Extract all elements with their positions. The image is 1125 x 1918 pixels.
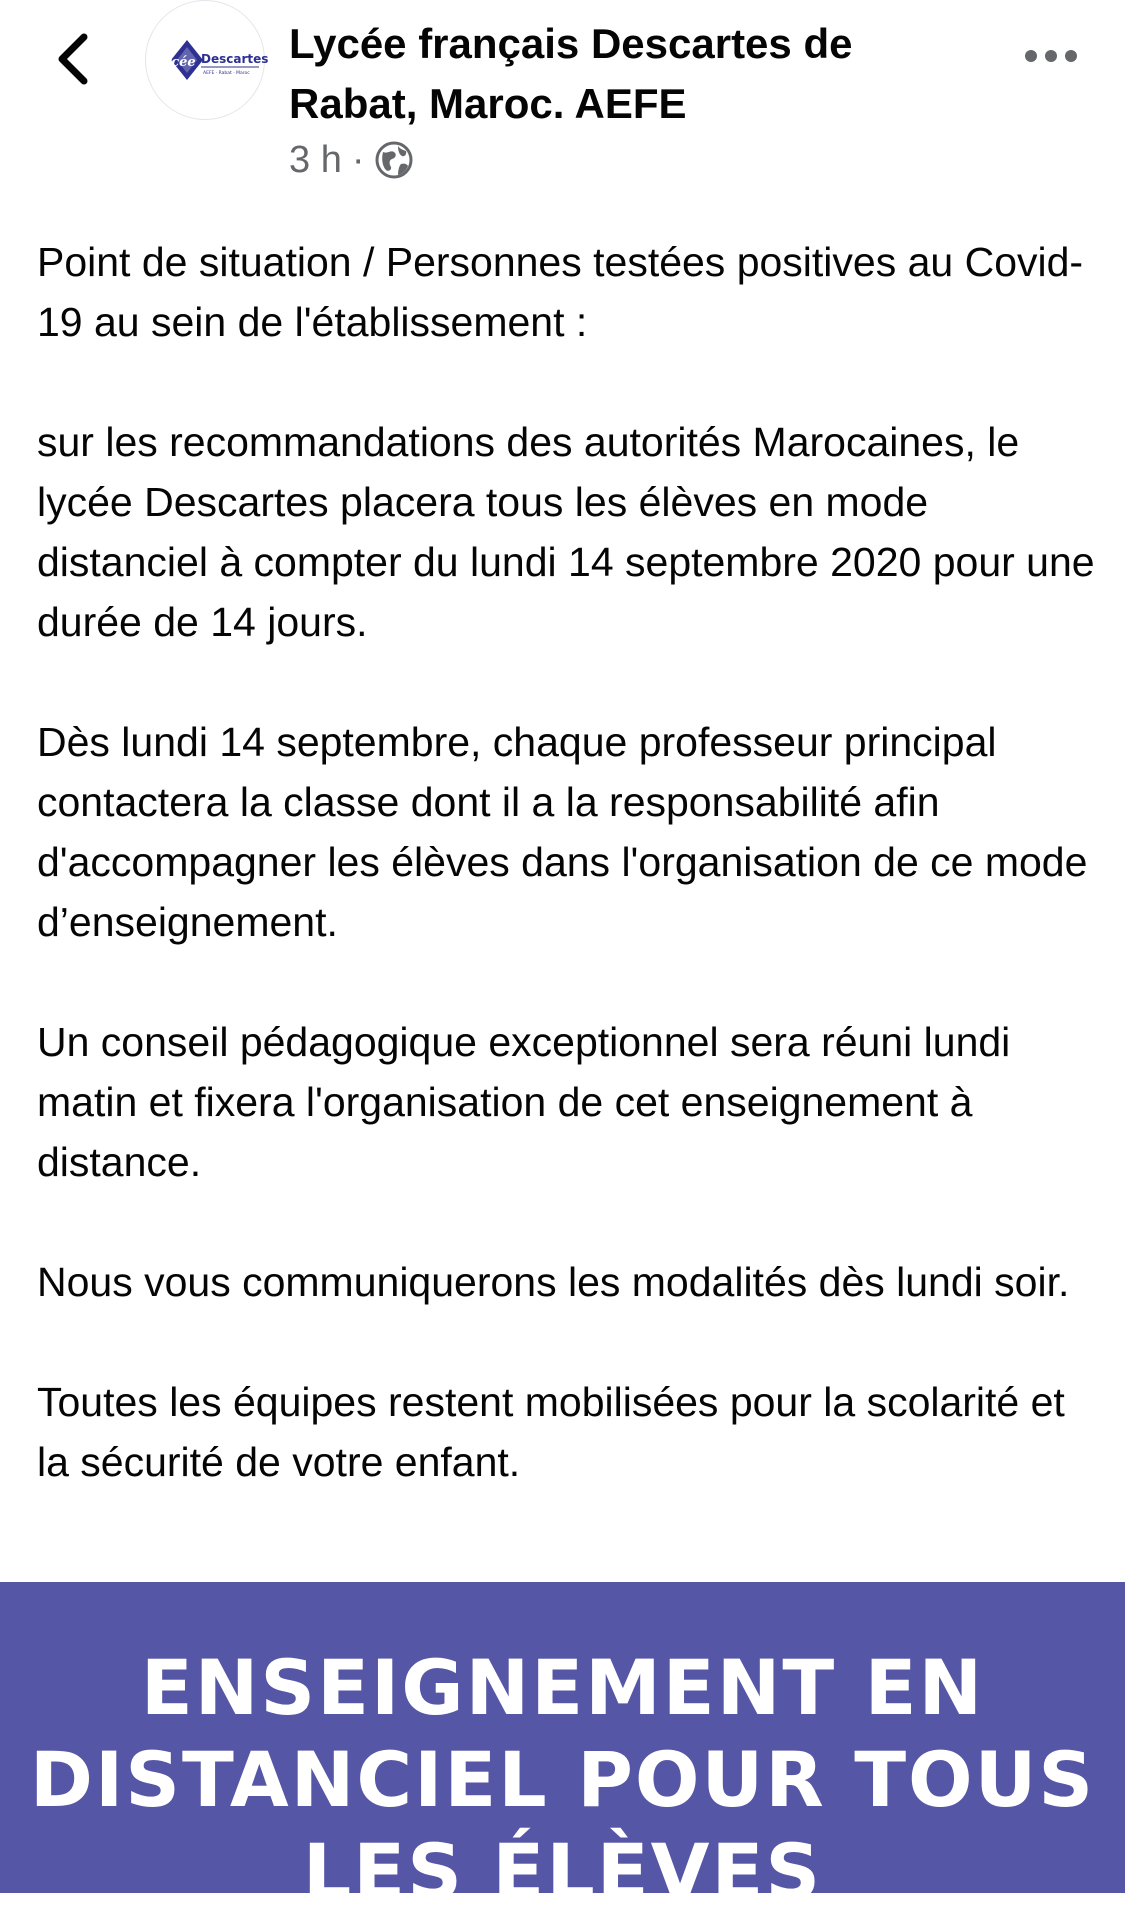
back-button[interactable] <box>40 24 104 94</box>
page-avatar[interactable] <box>145 0 269 120</box>
meta-separator: · <box>351 138 365 181</box>
logo-text-right: Descartes <box>201 52 269 66</box>
banner-line-3: LES ÉLÈVES <box>302 1827 823 1916</box>
post-text <box>37 232 1097 1552</box>
logo-subtext: AEFE · Rabat · Maroc <box>203 71 250 76</box>
post-paragraph: Un conseil pédagogique exceptionnel sera réuni lundi matin et fixera l'organisation de cet enseignement à distance. <box>37 1019 1011 1185</box>
chevron-left-icon <box>52 31 92 87</box>
page-name-line-2[interactable]: Rabat, Maroc. AEFE <box>289 80 687 127</box>
post-paragraph: Dès lundi 14 septembre, chaque professeur principal contactera la classe dont il a la responsabilité afin d'accompagner les élèves dans l'organisation de ce mode d’enseignement. <box>37 719 1088 945</box>
post-paragraph: Nous vous communiquerons les modalités dès lundi soir. <box>37 1259 1070 1305</box>
globe-icon[interactable] <box>374 140 414 180</box>
page-name[interactable] <box>289 14 969 134</box>
banner-line-2: DISTANCIEL POUR TOUS <box>29 1735 1096 1824</box>
post-meta <box>289 136 414 184</box>
post-paragraph: Point de situation / Personnes testées positives au Covid-19 au sein de l'établissement : <box>37 239 1084 345</box>
banner-line-1: ENSEIGNEMENT EN <box>140 1643 985 1732</box>
school-logo <box>149 30 269 90</box>
post-paragraph: sur les recommandations des autorités Marocaines, le lycée Descartes placera tous les élèves en mode distanciel à compter du lundi 14 septembre 2020 pour une durée de 14 jours. <box>37 419 1095 645</box>
post-timestamp[interactable]: 3 h <box>289 138 342 181</box>
post-header <box>0 0 1125 200</box>
more-horizontal-icon <box>1023 48 1079 64</box>
post-image-banner[interactable] <box>0 1582 1125 1916</box>
post-paragraph: Toutes les équipes restent mobilisées pour la scolarité et la sécurité de votre enfant. <box>37 1379 1065 1485</box>
page-name-line-1[interactable]: Lycée français Descartes de <box>289 20 853 67</box>
banner-headline <box>0 1642 1125 1918</box>
logo-text-left: Lycée <box>155 55 196 70</box>
more-options-button[interactable] <box>1016 36 1086 76</box>
